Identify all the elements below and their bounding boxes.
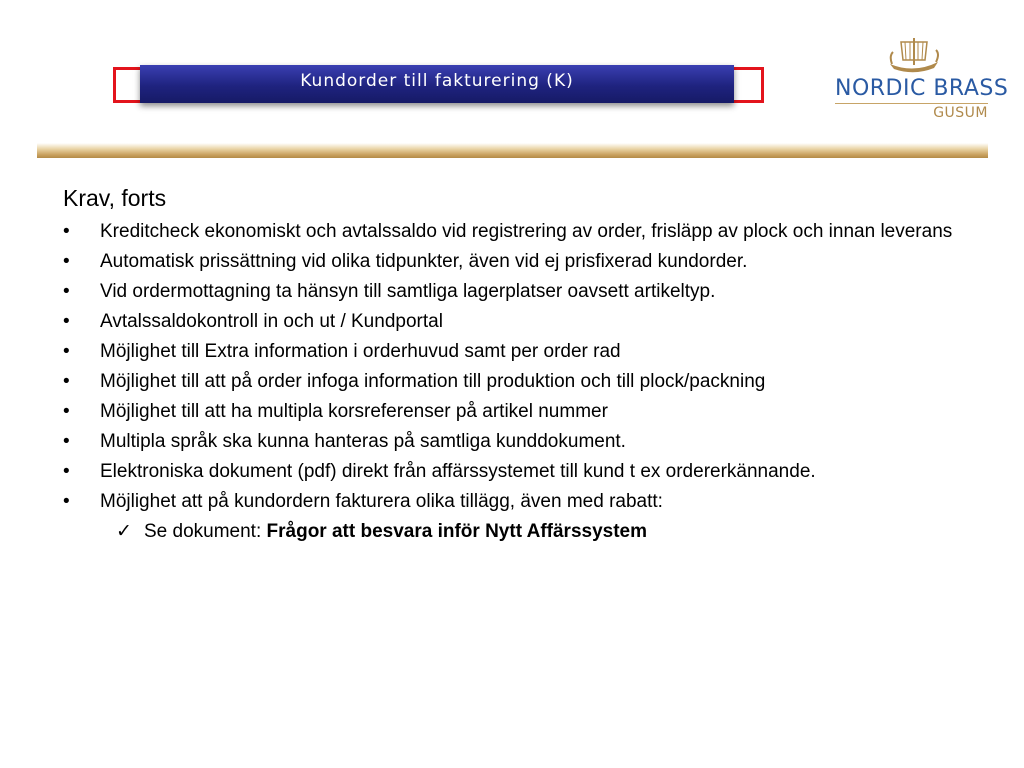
bullet-icon: •: [63, 401, 70, 422]
bullet-text: Möjlighet till att på order infoga information till produktion och till plock/packning: [100, 371, 766, 392]
list-item: [63, 311, 973, 333]
title-bar: [140, 65, 734, 103]
list-item: [63, 491, 973, 513]
sub-list-item: [63, 521, 973, 543]
document-reference: Frågor att besvara inför Nytt Affärssystem: [266, 521, 647, 542]
bullet-text: Möjlighet till att ha multipla korsreferenser på artikel nummer: [100, 401, 608, 422]
list-item: [63, 341, 973, 363]
bullet-list: [63, 221, 973, 513]
bullet-text: Elektroniska dokument (pdf) direkt från affärssystemet till kund t ex ordererkännande.: [100, 461, 816, 482]
checkmark-icon: ✓: [116, 521, 132, 542]
list-item: [63, 431, 973, 453]
bullet-icon: •: [63, 431, 70, 452]
bullet-text: Multipla språk ska kunna hanteras på samtliga kunddokument.: [100, 431, 626, 452]
list-item: [63, 281, 973, 303]
bullet-icon: •: [63, 461, 70, 482]
bullet-text: Automatisk prissättning vid olika tidpunkter, även vid ej prisfixerad kundorder.: [100, 251, 748, 272]
slide-content: [63, 183, 973, 543]
bullet-text: Kreditcheck ekonomiskt och avtalssaldo vid registrering av order, frisläpp av plock och innan leverans: [100, 221, 953, 242]
slide-title: Kundorder till fakturering (K): [300, 71, 574, 91]
bullet-icon: •: [63, 221, 70, 242]
bullet-icon: •: [63, 311, 70, 332]
bullet-text: Avtalssaldokontroll in och ut / Kundportal: [100, 311, 443, 332]
bullet-text: Möjlighet att på kundordern fakturera olika tillägg, även med rabatt:: [100, 491, 663, 512]
list-item: [63, 251, 973, 273]
bullet-icon: •: [63, 371, 70, 392]
bullet-text: Möjlighet till Extra information i orderhuvud samt per order rad: [100, 341, 621, 362]
bullet-text: Vid ordermottagning ta hänsyn till samtliga lagerplatser oavsett artikeltyp.: [100, 281, 716, 302]
bullet-icon: •: [63, 341, 70, 362]
viking-ship-icon: [884, 34, 944, 76]
list-item: [63, 461, 973, 483]
logo-wordmark: NORDIC BRASS: [835, 76, 1009, 101]
list-item: [63, 371, 973, 393]
logo-subtitle: GUSUM: [933, 105, 988, 121]
company-logo: [832, 34, 1009, 126]
content-heading: Krav, forts: [63, 185, 167, 211]
logo-divider: [835, 103, 988, 104]
bullet-icon: •: [63, 251, 70, 272]
list-item: [63, 221, 973, 243]
bullet-icon: •: [63, 281, 70, 302]
bullet-icon: •: [63, 491, 70, 512]
list-item: [63, 401, 973, 423]
sub-item-prefix: Se dokument:: [144, 521, 267, 542]
header-divider-band: [37, 143, 988, 158]
